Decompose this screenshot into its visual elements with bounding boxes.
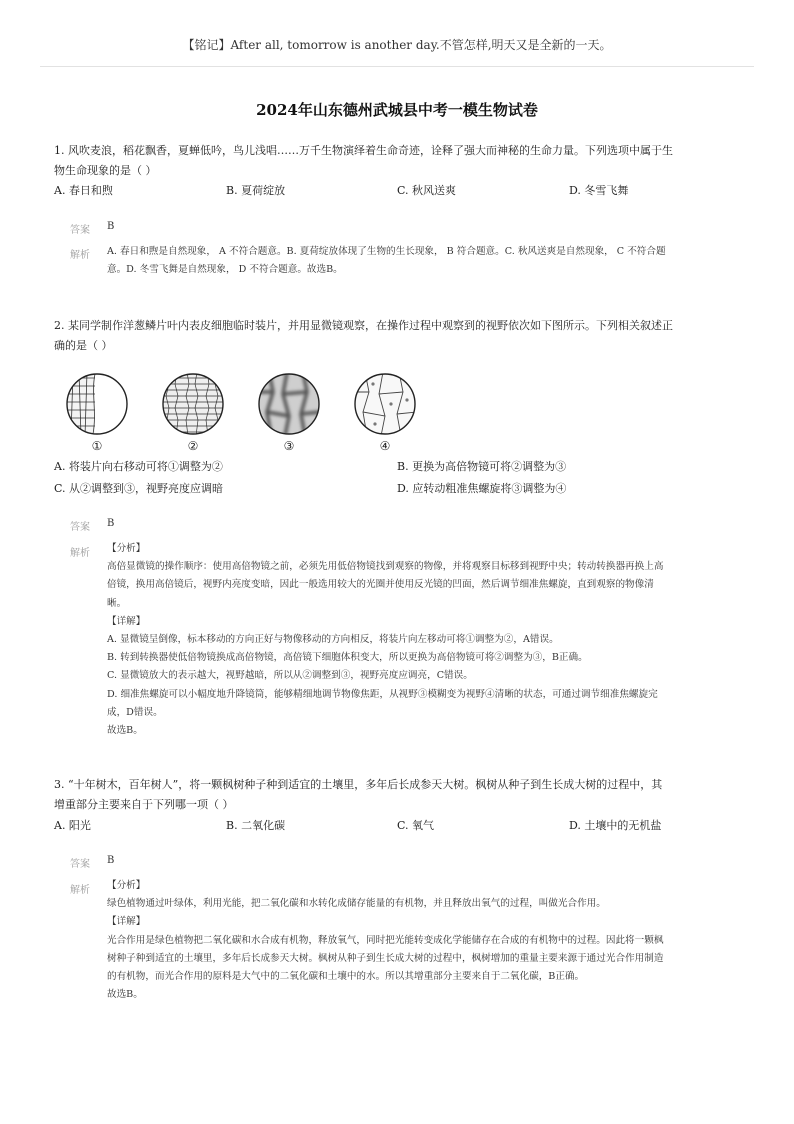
explanation-line: 故选B。 — [107, 725, 143, 737]
explanation-line: 【分析】 — [107, 543, 146, 554]
question-2-options-row-2 — [54, 480, 744, 500]
question-2-option-c: C. 从②调整到③，视野亮度应调暗 — [54, 482, 224, 495]
question-1-option-b: B. 夏荷绽放 — [226, 184, 286, 197]
question-2-option-a: A. 将装片向右移动可将①调整为② — [54, 460, 223, 473]
question-1-explanation — [107, 243, 727, 279]
figure-view-4 — [352, 372, 418, 453]
microscope-view-1-image — [65, 372, 129, 436]
header-divider — [40, 66, 754, 67]
explanation-line: 【详解】 — [107, 916, 146, 928]
question-3-stem — [54, 775, 744, 815]
question-3-line: 增重部分主要来自于下列哪一项（ ） — [54, 798, 234, 811]
answer-label: 答案 — [70, 522, 90, 533]
page-title: 2024年山东德州武城县中考一模生物试卷 — [256, 101, 538, 119]
microscope-figures — [64, 372, 424, 462]
question-1-answer: B — [107, 221, 115, 232]
question-3-options — [54, 817, 744, 837]
microscope-view-4-image — [353, 372, 417, 436]
figure-label-2: ② — [187, 439, 199, 453]
figure-view-1 — [64, 372, 130, 453]
explanation-line: 【详解】 — [107, 615, 146, 627]
explain-label: 解析 — [70, 250, 90, 261]
explanation-line: 光合作用是绿色植物把二氧化碳和水合成有机物，释放氧气，同时把光能转变成化学能储存在合成的有机物中的过程。因此将一颗枫 — [107, 934, 664, 946]
question-1-option-d: D. 冬雪飞舞 — [569, 184, 629, 197]
question-2-options-row-1 — [54, 458, 744, 478]
explain-label: 解析 — [70, 548, 90, 559]
question-1-option-a: A. 春日和煦 — [54, 184, 113, 197]
question-1-line: 1. 风吹麦浪，稻花飘香，夏蝉低吟，鸟儿浅唱……万千生物演绎着生命奇迹，诠释了强大而神秘的生命力量。下列选项中属于生 — [54, 144, 673, 157]
explanation-line: 晰。 — [107, 597, 127, 609]
explanation-line: D. 细准焦螺旋可以小幅度地升降镜筒，能够精细地调节物像焦距，从视野③模糊变为视野④清晰的状态，可通过调节细准焦螺旋完 — [107, 688, 658, 700]
explanation-line: A. 春日和煦是自然现象， A 不符合题意。B. 夏荷绽放体现了生物的生长现象， B 符合题意。C. 秋风送爽是自然现象， C 不符合题 — [107, 246, 666, 257]
question-2-explanation — [107, 540, 727, 740]
question-2-line: 2. 某同学制作洋葱鳞片叶内表皮细胞临时装片，并用显微镜观察，在操作过程中观察到的视野依次如下图所示。下列相关叙述正 — [54, 319, 673, 332]
question-1-stem — [54, 141, 744, 181]
answer-label: 答案 — [70, 859, 90, 870]
question-2-stem — [54, 316, 744, 356]
question-3-option-b: B. 二氧化碳 — [226, 819, 286, 832]
question-3-explanation — [107, 877, 727, 1004]
figure-label-3: ③ — [283, 439, 295, 453]
explanation-line: 高倍显微镜的操作顺序：使用高倍物镜之前，必须先用低倍物镜找到观察的物像，并将观察目标移到视野中央；转动转换器再换上高 — [107, 561, 664, 573]
explanation-line: 倍镜，换用高倍镜后，视野内亮度变暗，因此一般选用较大的光圈并使用反光镜的凹面，然后调节细准焦螺旋，直到观察的物像清 — [107, 579, 654, 591]
microscope-view-3-image — [257, 372, 321, 436]
question-3-option-c: C. 氧气 — [397, 819, 435, 832]
explanation-line: A. 显微镜呈倒像，标本移动的方向正好与物像移动的方向相反，将装片向左移动可将①调整为②，A错误。 — [107, 634, 559, 646]
question-3-option-d: D. 土壤中的无机盐 — [569, 819, 662, 832]
question-2-line: 确的是（ ） — [54, 339, 113, 352]
explanation-line: 绿色植物通过叶绿体，利用光能，把二氧化碳和水转化成储存能量的有机物，并且释放出氧气的过程，叫做光合作用。 — [107, 898, 606, 910]
microscope-view-2-image — [161, 372, 225, 436]
question-1-options — [54, 182, 744, 202]
explanation-line: 【分析】 — [107, 880, 146, 891]
figure-label-1: ① — [91, 439, 103, 453]
explanation-line: 成，D错误。 — [107, 706, 163, 718]
question-3-answer: B — [107, 855, 115, 866]
explanation-line: B. 转到转换器使低倍物镜换成高倍物镜，高倍镜下细胞体积变大，所以更换为高倍物镜可将②调整为③，B正确。 — [107, 652, 588, 664]
explanation-line: 故选B。 — [107, 989, 143, 1001]
figure-view-2 — [160, 372, 226, 453]
figure-view-3 — [256, 372, 322, 453]
question-3-option-a: A. 阳光 — [54, 819, 91, 832]
question-2-option-d: D. 应转动粗准焦螺旋将③调整为④ — [397, 482, 567, 495]
answer-label: 答案 — [70, 225, 90, 236]
page-motto: 【铭记】After all, tomorrow is another day.不管怎样,明天又是全新的一天。 — [182, 38, 612, 52]
question-2-answer: B — [107, 518, 115, 529]
question-1-option-c: C. 秋风送爽 — [397, 184, 457, 197]
explanation-line: C. 显微镜放大的表示越大，视野越暗，所以从②调整到③，视野亮度应调亮，C错误。 — [107, 670, 473, 682]
question-3-line: 3. “十年树木，百年树人”，将一颗枫树种子种到适宜的土壤里，多年后长成参天大树。枫树从种子到生长成大树的过程中，其 — [54, 778, 663, 791]
figure-label-4: ④ — [379, 439, 391, 453]
question-2-option-b: B. 更换为高倍物镜可将②调整为③ — [397, 460, 567, 473]
explanation-line: 树种子种到适宜的土壤里，多年后长成参天大树。枫树从种子到生长成大树的过程中，枫树增加的重量主要来源于通过光合作用制造 — [107, 952, 664, 964]
explanation-line: 的有机物，而光合作用的原料是大气中的二氧化碳和土壤中的水。所以其增重部分主要来自于二氧化碳，B正确。 — [107, 971, 585, 983]
explain-label: 解析 — [70, 885, 90, 896]
question-1-line: 物生命现象的是（ ） — [54, 164, 157, 177]
explanation-line: 意。D. 冬雪飞舞是自然现象， D 不符合题意。故选B。 — [107, 264, 343, 276]
